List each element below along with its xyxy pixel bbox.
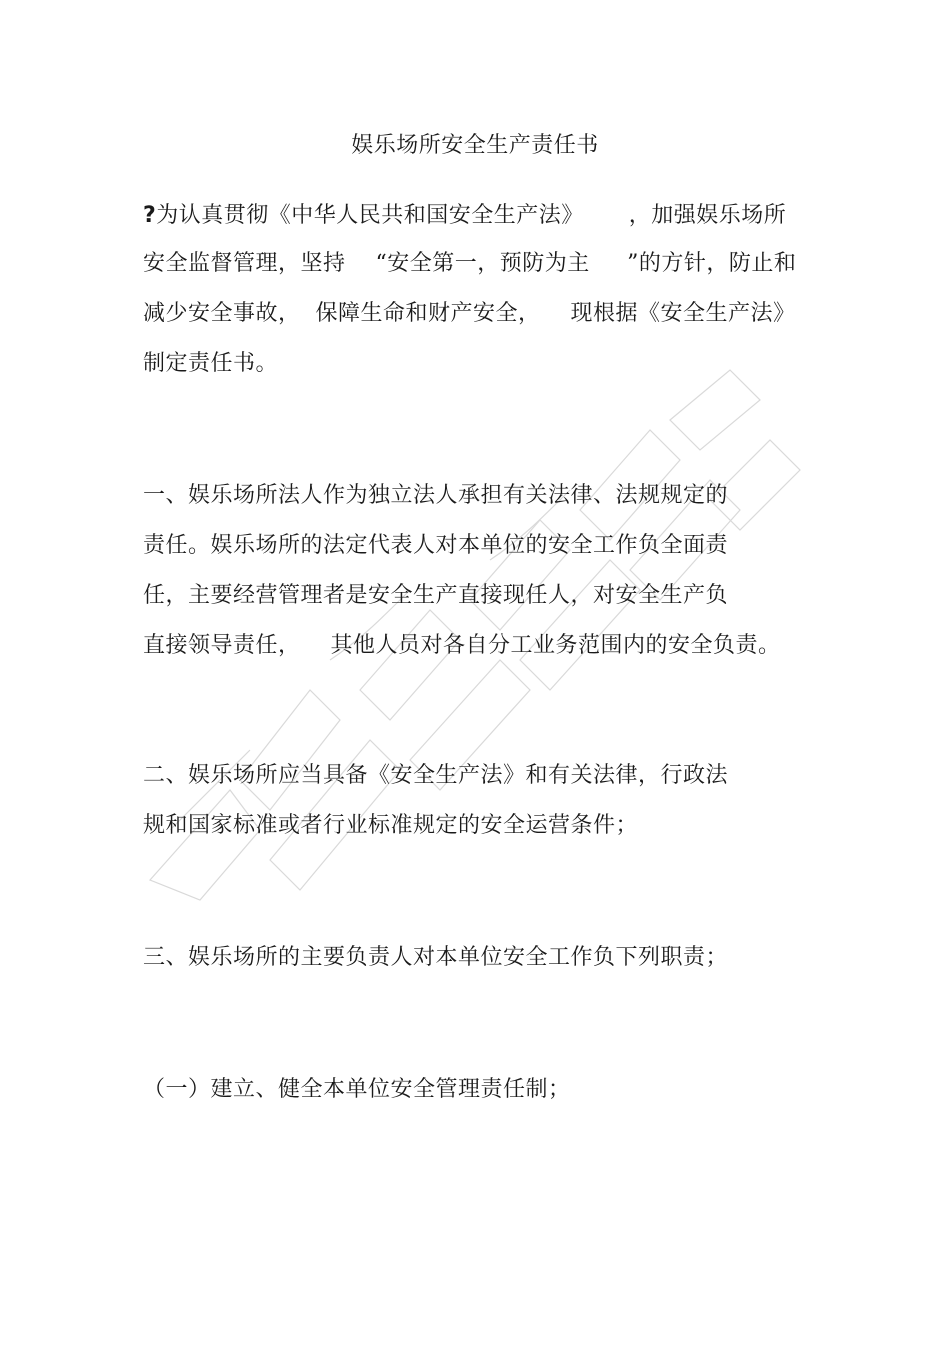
section1-line-1: 一、娱乐场所法人作为独立法人承担有关法律、法规规定的 (143, 483, 729, 508)
intro-line-2: 安全监督管理，坚持 “安全第一，预防为主 ”的方针，防止和 (143, 251, 797, 276)
section3-line-1: 三、娱乐场所的主要负责人对本单位安全工作负下列职责； (143, 945, 729, 970)
section1-line-4: 直接领导责任， 其他人员对各自分工业务范围内的安全负责。 (143, 633, 781, 658)
section2-line-1: 二、娱乐场所应当具备《安全生产法》和有关法律，行政法 (143, 763, 729, 788)
intro-line-1 (143, 198, 786, 229)
section1-line-2: 责任。娱乐场所的法定代表人对本单位的安全工作负全面责 (143, 533, 729, 558)
document-title: 娱乐场所安全生产责任书 (351, 133, 599, 158)
intro-line-4: 制定责任书。 (143, 351, 279, 376)
intro-line-1-text: 为认真贯彻《中华人民共和国安全生产法》 ，加强娱乐场所 (156, 203, 787, 228)
section2-line-2: 规和国家标准或者行业标准规定的安全运营条件； (143, 813, 639, 838)
intro-line-3: 减少安全事故， 保障生命和财产安全， 现根据《安全生产法》 (143, 301, 796, 326)
item1-line: （一）建立、健全本单位安全管理责任制； (143, 1077, 571, 1102)
section1-line-3: 任，主要经营管理者是安全生产直接现任人，对安全生产负 (143, 583, 729, 608)
question-mark-glyph: ? (143, 203, 157, 228)
